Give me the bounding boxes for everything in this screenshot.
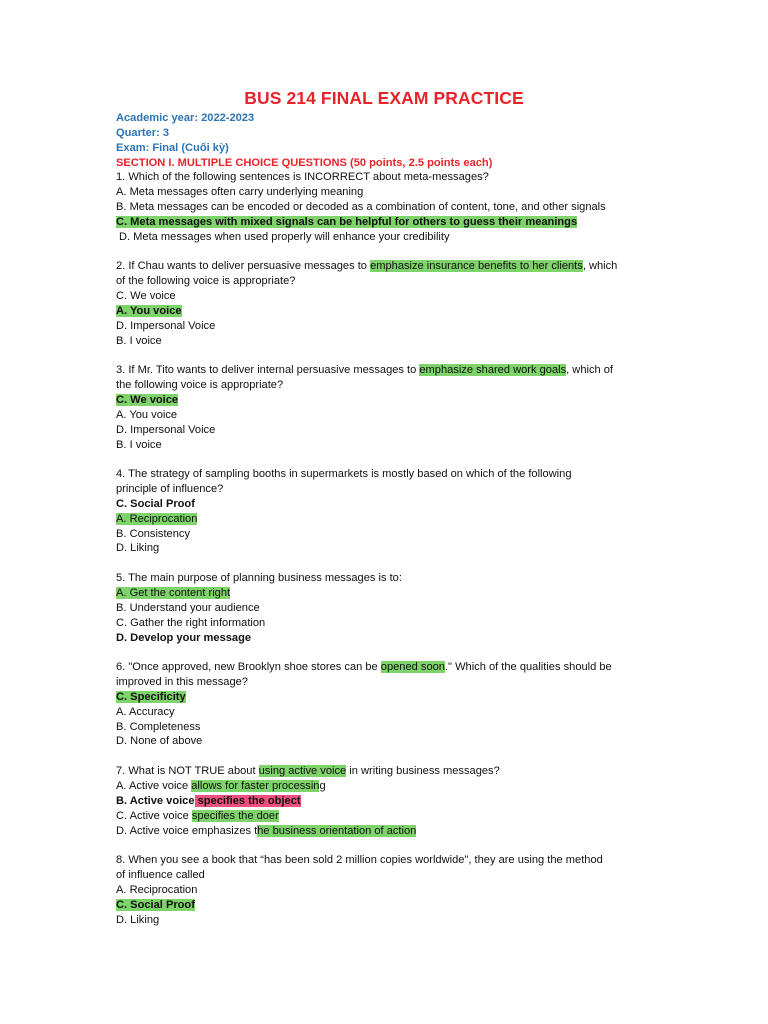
q2-option-d: D. Impersonal Voice bbox=[116, 319, 216, 332]
quarter: Quarter: 3 bbox=[116, 126, 170, 139]
q4-option-c: C. Social Proof bbox=[116, 497, 195, 510]
q8-option-a: A. Reciprocation bbox=[116, 883, 198, 896]
q3-option-d: D. Impersonal Voice bbox=[116, 423, 216, 436]
q3-option-c-answer: C. We voice bbox=[116, 394, 179, 407]
question-3-cont: the following voice is appropriate? bbox=[116, 379, 284, 392]
question-5: 5. The main purpose of planning business messages is to: bbox=[116, 572, 402, 585]
q8-option-d: D. Liking bbox=[116, 913, 160, 926]
q1-option-b: B. Meta messages can be encoded or decoded as a combination of content, tone, and other signals bbox=[116, 201, 606, 214]
q5-option-a-answer: A. Get the content right bbox=[116, 587, 231, 599]
q7-option-c: C. Active voice specifies the doer bbox=[116, 809, 279, 822]
question-2: 2. If Chau wants to deliver persuasive messages to emphasize insurance benefits to her clients, which bbox=[116, 260, 618, 273]
question-6-cont: improved in this message? bbox=[116, 676, 248, 689]
q6-highlight: opened soon bbox=[380, 661, 445, 674]
q2-option-a-answer: A. You voice bbox=[116, 304, 182, 317]
question-4-cont: principle of influence? bbox=[116, 483, 224, 496]
question-7: 7. What is NOT TRUE about using active voice in writing business messages? bbox=[116, 765, 500, 778]
question-1: 1. Which of the following sentences is INCORRECT about meta-messages? bbox=[116, 171, 489, 184]
question-8: 8. When you see a book that “has been sold 2 million copies worldwide", they are using the method bbox=[116, 854, 603, 867]
q4-option-a-answer: A. Reciprocation bbox=[116, 512, 198, 525]
q6-option-a: A. Accuracy bbox=[116, 705, 175, 718]
question-3: 3. If Mr. Tito wants to deliver internal persuasive messages to emphasize shared work goals, which of bbox=[116, 364, 614, 377]
q6-option-d: D. None of above bbox=[116, 735, 203, 748]
q2-highlight: emphasize insurance benefits to her clients bbox=[370, 260, 583, 273]
question-2-cont: of the following voice is appropriate? bbox=[116, 275, 296, 288]
q2-option-c: C. We voice bbox=[116, 290, 176, 303]
page-title: BUS 214 FINAL EXAM PRACTICE bbox=[244, 88, 524, 108]
q6-option-b: B. Completeness bbox=[116, 720, 201, 733]
q6-option-c-answer: C. Specificity bbox=[116, 690, 186, 703]
q5-option-c: C. Gather the right information bbox=[116, 616, 266, 629]
q8-option-c-answer: C. Social Proof bbox=[116, 898, 195, 911]
q1-option-a: A. Meta messages often carry underlying meaning bbox=[116, 186, 364, 199]
question-8-cont: of influence called bbox=[116, 869, 205, 882]
q5-option-d: D. Develop your message bbox=[116, 631, 252, 644]
q3-option-a: A. You voice bbox=[116, 408, 178, 421]
section-heading: SECTION I. MULTIPLE CHOICE QUESTIONS (50 points, 2.5 points each) bbox=[116, 156, 493, 169]
q2-option-b: B. I voice bbox=[116, 334, 162, 347]
q1-option-d: D. Meta messages when used properly will enhance your credibility bbox=[119, 230, 450, 243]
exam-type: Exam: Final (Cuối kỳ) bbox=[116, 141, 229, 154]
q4-option-d: D. Liking bbox=[116, 542, 160, 555]
q7-option-a: A. Active voice allows for faster processing bbox=[116, 779, 326, 792]
q7-option-d: D. Active voice emphasizes the business orientation of action bbox=[116, 824, 417, 837]
q1-option-c-answer: C. Meta messages with mixed signals can be helpful for others to guess their meanings bbox=[116, 215, 578, 228]
document-body bbox=[116, 111, 716, 927]
academic-year: Academic year: 2022-2023 bbox=[116, 112, 255, 124]
q4-option-b: B. Consistency bbox=[116, 527, 190, 540]
question-4: 4. The strategy of sampling booths in supermarkets is mostly based on which of the following bbox=[116, 468, 572, 481]
question-6: 6. "Once approved, new Brooklyn shoe stores can be opened soon." Which of the qualities should be bbox=[116, 661, 612, 674]
q3-highlight: emphasize shared work goals bbox=[419, 364, 567, 377]
q3-option-b: B. I voice bbox=[116, 438, 162, 451]
q5-option-b: B. Understand your audience bbox=[116, 601, 260, 614]
q7-pink-highlight: specifies the object bbox=[194, 794, 301, 807]
q7-highlight: using active voice bbox=[258, 765, 347, 778]
q7-option-b-answer: B. Active voice specifies the object bbox=[116, 794, 301, 807]
